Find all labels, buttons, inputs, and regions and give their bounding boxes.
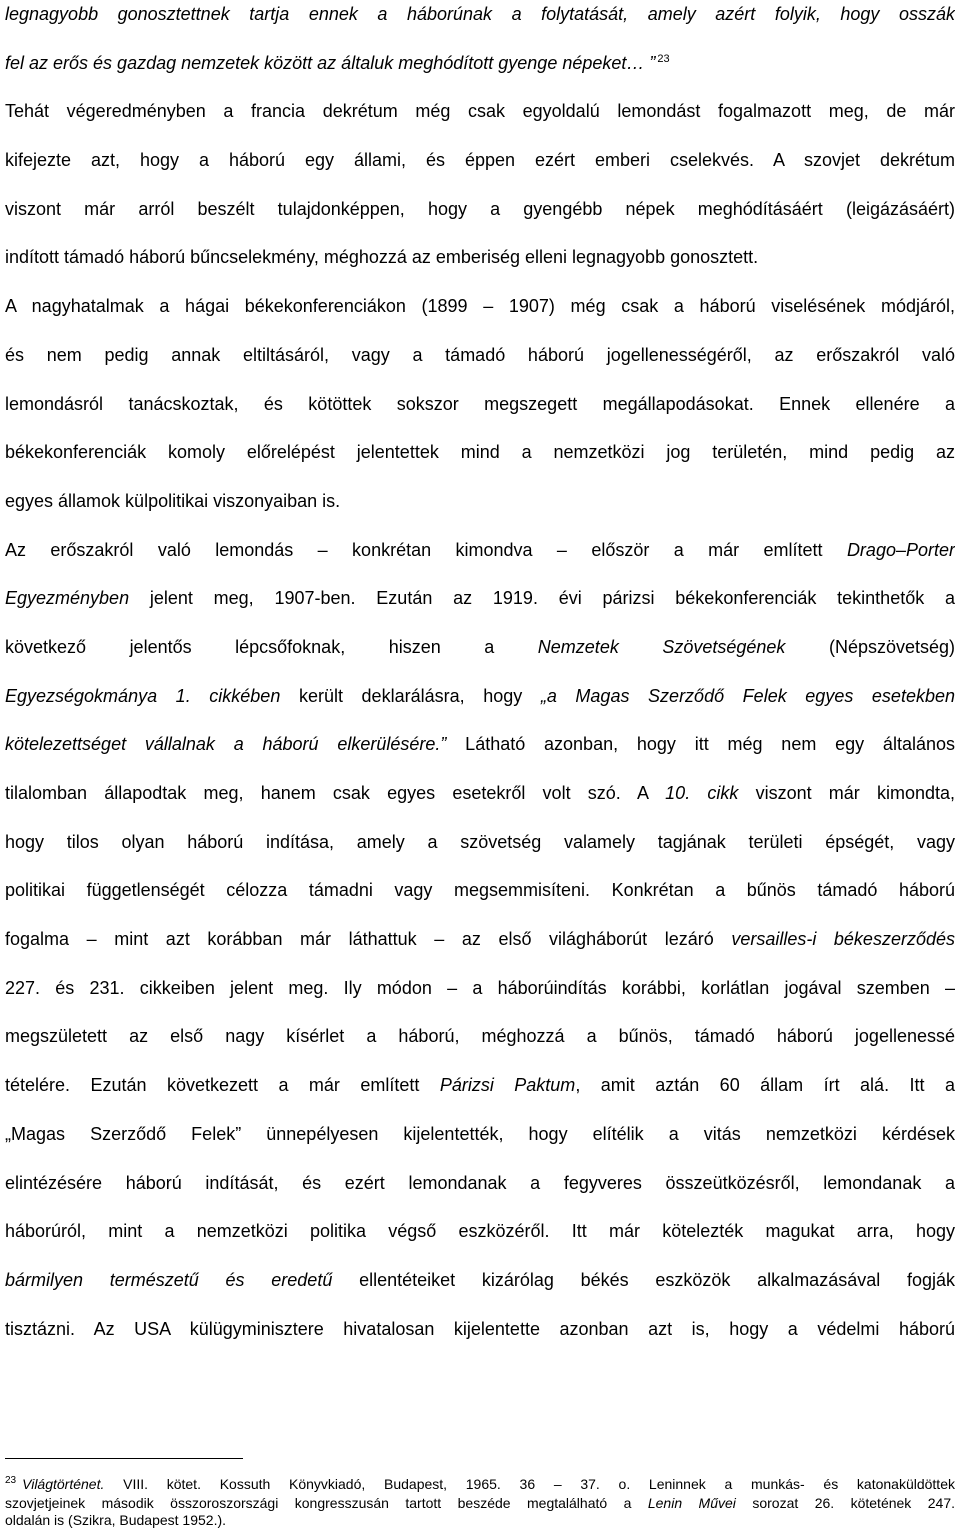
article-reference: 10. cikk bbox=[665, 783, 739, 803]
text-line bbox=[5, 1207, 955, 1256]
emphasized-text: bármilyen természetű és eredetű bbox=[5, 1269, 333, 1290]
text-line bbox=[5, 0, 955, 39]
text-run: elintézésére háború indítását, és ezért lemondanak a fegyveres összeütközésről, lemondanak a bbox=[5, 1172, 955, 1193]
text-run: fogalma – mint azt korábban már láthattuk – az első világháborút lezáró bbox=[5, 929, 732, 950]
organization-name: Nemzetek Szövetségének bbox=[537, 636, 786, 657]
text-run: tilalomban állapodtak meg, hanem csak egyes esetekről volt szó. A bbox=[5, 783, 666, 803]
text-line bbox=[5, 233, 955, 282]
text-run: oldalán is (Szikra, Budapest 1952.). bbox=[5, 1512, 227, 1528]
text-run: tisztázni. Az USA külügyminisztere hivatalosan kijelentette azonban azt is, hogy a védelmi háború bbox=[5, 1318, 955, 1339]
paragraph bbox=[5, 87, 955, 282]
text-line bbox=[5, 818, 955, 867]
text-line bbox=[5, 1061, 955, 1110]
text-line bbox=[5, 282, 955, 331]
text-line bbox=[5, 769, 955, 818]
footnote bbox=[5, 1475, 955, 1528]
paragraph bbox=[5, 0, 955, 87]
text-run: következő jelentős lépcsőfoknak, hiszen a bbox=[5, 636, 538, 657]
text-line bbox=[5, 39, 955, 88]
text-run: sorozat 26. kötetének 247. bbox=[735, 1494, 955, 1511]
text-run: egyes államok külpolitikai viszonyaiban is. bbox=[5, 490, 341, 511]
text-line bbox=[5, 964, 955, 1013]
text-run: Látható azonban, hogy itt még nem egy általános bbox=[446, 734, 955, 755]
text-run: megszületett az első nagy kísérlet a háború, méghozzá a bűnös, támadó háború jogellenessé bbox=[5, 1026, 955, 1047]
footnote-line bbox=[5, 1512, 955, 1528]
text-run: viszont már arról beszélt tulajdonképpen, hogy a gyengébb népek meghódításáért (leigázásáért) bbox=[5, 198, 955, 219]
text-line bbox=[5, 87, 955, 136]
text-line bbox=[5, 1012, 955, 1061]
footnote-line bbox=[5, 1494, 955, 1513]
text-run: kifejezte azt, hogy a háború egy állami, és éppen ezért emberi cselekvés. A szovjet dekrétum bbox=[5, 150, 955, 171]
text-run: politikai függetlenségét célozza támadni vagy megsemmisíteni. Konkrétan a bűnös támadó háború bbox=[5, 880, 955, 901]
quoted-text: kötelezettséget vállalnak a háború elkerülésére.” bbox=[5, 734, 447, 755]
text-run: lemondásról tanácskoztak, és kötöttek sokszor megszegett megállapodásokat. Ennek ellenére a bbox=[5, 393, 955, 414]
text-line bbox=[5, 428, 955, 477]
text-run: háborúról, mint a nemzetközi politika végső eszközéről. Itt már kötelezték magukat arra, hogy bbox=[5, 1221, 955, 1242]
treaty-name: Egyezményben bbox=[5, 588, 130, 609]
treaty-name: Párizsi Paktum bbox=[439, 1075, 576, 1096]
text-run: „Magas Szerződő Felek” ünnepélyesen kijelentették, hogy elítélik a vitás nemzetközi kérdések bbox=[5, 1123, 955, 1144]
text-line bbox=[5, 477, 955, 526]
text-run: , amit aztán 60 állam írt alá. Itt a bbox=[575, 1075, 955, 1096]
paragraph bbox=[5, 282, 955, 525]
text-line bbox=[5, 1110, 955, 1159]
footnote-marker: 23 bbox=[5, 1475, 17, 1487]
text-line bbox=[5, 623, 955, 672]
document-reference: Egyezségokmánya 1. cikkében bbox=[5, 685, 281, 706]
text-run: 227. és 231. cikkeiben jelent meg. Ily módon – a háborúindítás korábbi, korlátlan jogával szemben – bbox=[5, 977, 955, 998]
text-run: szovjetjeinek második összoroszországi kongresszusán tartott beszéde megtalálható a bbox=[5, 1494, 648, 1511]
text-line bbox=[5, 672, 955, 721]
text-run: ellentéteiket kizárólag békés eszközök alkalmazásával fogják bbox=[332, 1269, 955, 1290]
footnote-separator-rule bbox=[5, 1458, 243, 1459]
text-run: A nagyhatalmak a hágai békekonferenciákon (1899 – 1907) még csak a háború viselésének módjáról, bbox=[5, 296, 955, 317]
quoted-text: fel az erős és gazdag nemzetek között az általuk meghódított gyenge népeket… ” bbox=[5, 52, 656, 73]
footnote-line bbox=[5, 1475, 955, 1494]
text-line bbox=[5, 331, 955, 380]
footnote-reference-marker[interactable]: 23 bbox=[657, 52, 670, 65]
treaty-name: versailles-i békeszerződés bbox=[731, 929, 955, 950]
text-line bbox=[5, 1256, 955, 1305]
text-line bbox=[5, 574, 955, 623]
text-run: indított támadó háború bűncselekmény, méghozzá az emberiség elleni legnagyobb gonosztett. bbox=[5, 247, 759, 268]
text-run: került deklarálásra, hogy bbox=[280, 685, 541, 706]
text-run: hogy tilos olyan háború indítása, amely a szövetség valamely tagjának területi épségét, vagy bbox=[5, 831, 955, 852]
text-line bbox=[5, 380, 955, 429]
text-line bbox=[5, 136, 955, 185]
text-line bbox=[5, 866, 955, 915]
citation-title: Világtörténet. bbox=[22, 1476, 105, 1492]
text-line bbox=[5, 1159, 955, 1208]
text-run: Tehát végeredményben a francia dekrétum még csak egyoldalú lemondást fogalmazott meg, de már bbox=[5, 101, 955, 122]
text-run: tételére. Ezután következett a már említett bbox=[5, 1075, 440, 1096]
quoted-text: „a Magas Szerződő Felek egyes esetekben bbox=[540, 685, 955, 706]
text-run: (Népszövetség) bbox=[785, 636, 955, 657]
text-run: viszont már kimondta, bbox=[738, 783, 955, 803]
quoted-text: legnagyobb gonosztettnek tartja ennek a háborúnak a folytatását, amely azért folyik, hogy osszák bbox=[5, 4, 955, 24]
text-line bbox=[5, 915, 955, 964]
text-run: jelent meg, 1907-ben. Ezután az 1919. évi párizsi békekonferenciák tekinthetők a bbox=[129, 588, 955, 609]
text-run: VIII. kötet. Kossuth Könyvkiadó, Budapest, 1965. 36 – 37. o. Leninnek a munkás- és katonaküldöttek bbox=[104, 1476, 955, 1492]
treaty-name: Drago–Porter bbox=[846, 539, 955, 560]
text-line bbox=[5, 526, 955, 575]
text-line bbox=[5, 720, 955, 769]
citation-title: Lenin Művei bbox=[647, 1494, 736, 1511]
text-line bbox=[5, 185, 955, 234]
text-line bbox=[5, 1305, 955, 1354]
text-run: és nem pedig annak eltiltásáról, vagy a támadó háború jogellenességéről, az erőszakról való bbox=[5, 344, 955, 365]
paragraph bbox=[5, 526, 955, 1354]
text-run: Az erőszakról való lemondás – konkrétan kimondva – először a már említett bbox=[5, 539, 847, 560]
text-run: békekonferenciák komoly előrelépést jelentettek mind a nemzetközi jog területén, mind pedig az bbox=[5, 442, 955, 463]
body-text bbox=[5, 0, 955, 1353]
